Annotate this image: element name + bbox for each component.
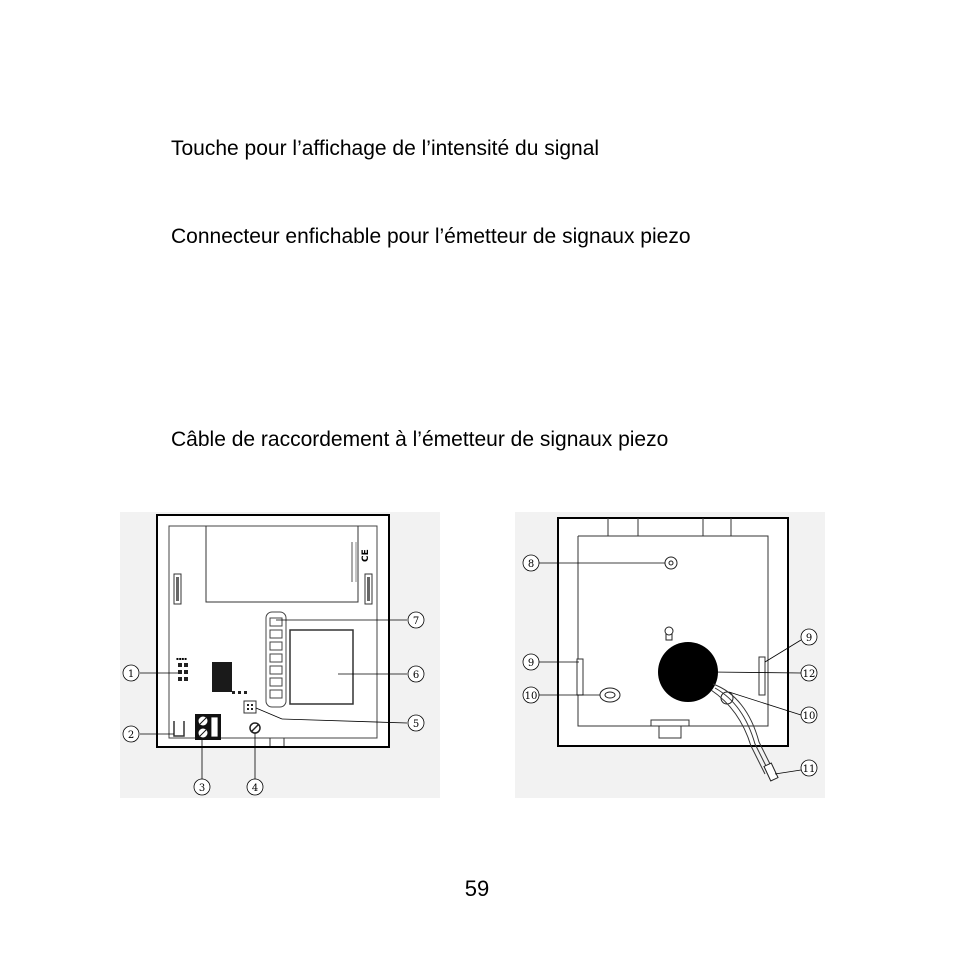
callout-8: 8 — [527, 559, 535, 570]
callout-9-left: 9 — [527, 658, 535, 669]
callout-1: 1 — [127, 669, 135, 680]
device-front-diagram — [120, 512, 440, 798]
device-back-diagram — [515, 512, 825, 798]
callout-4: 4 — [251, 783, 259, 794]
signal-strength-key-text: Touche pour l’affichage de l’intensité du signal — [171, 137, 600, 160]
callout-7: 7 — [412, 616, 420, 627]
callout-3: 3 — [198, 783, 206, 794]
callout-2: 2 — [127, 730, 135, 741]
page-number: 59 — [464, 876, 490, 901]
callout-5: 5 — [412, 719, 420, 730]
callout-9-right: 9 — [805, 633, 813, 644]
callout-11: 11 — [802, 764, 816, 775]
callout-12: 12 — [802, 669, 816, 680]
piezo-cable-text: Câble de raccordement à l’émetteur de signaux piezo — [171, 428, 669, 451]
ce-label: CE — [361, 549, 371, 562]
callout-10-left: 10 — [524, 691, 538, 702]
piezo-connector-text: Connecteur enfichable pour l’émetteur de signaux piezo — [171, 225, 691, 248]
callout-10-right: 10 — [802, 711, 816, 722]
callout-6: 6 — [412, 670, 420, 681]
svg-text:▪▪▪▪: ▪▪▪▪ — [176, 656, 187, 661]
